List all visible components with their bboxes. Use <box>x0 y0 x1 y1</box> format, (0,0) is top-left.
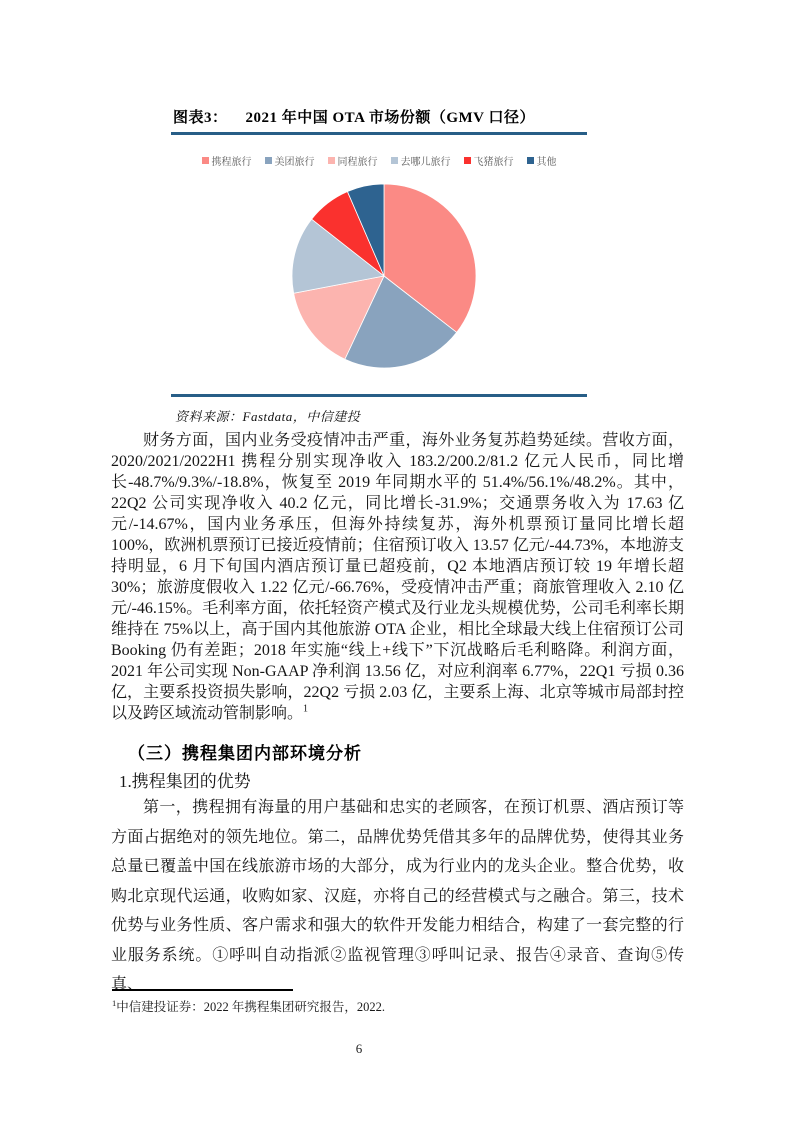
figure-title-text: 2021 年中国 OTA 市场份额（GMV 口径） <box>245 110 535 126</box>
legend-label: 其他 <box>536 157 557 168</box>
page-number: 6 <box>355 1041 363 1056</box>
legend-item-5 <box>527 153 557 168</box>
figure-block <box>171 106 587 425</box>
paragraph-financial-text: 财务方面，国内业务受疫情冲击严重，海外业务复苏趋势延续。营收方面，2020/2021/2022H1 携程分别实现净收入 183.2/200.2/81.2 亿元人民币，同比增长-48.7%/9.3%/-18.8%，恢复至 2019 年同期水平的 51.4%/56.1%/48.2%。其中，22Q2 公司实现净收入 40.2 亿元，同比增长-31.9%；交通票务收入为 17.63 亿元/-14.67%，国内业务承压，但海外持续复苏，海外机票预订量同比增长超 100%，欧洲机票预订已接近疫情前；住宿预订收入 13.57 亿元/-44.73%，本地游支持明显，6 月下旬国内酒店预订量已超疫前，Q2 本地酒店预订较 19 年增长超 30%；旅游度假收入 1.22 亿元/-66.76%，受疫情冲击严重；商旅管理收入 2.10 亿元/-46.15%。毛利率方面，依托轻资产模式及行业龙头规模优势，公司毛利率长期维持在 75%以上，高于国内其他旅游 OTA 企业，相比全球最大线上住宿预订公司 Booking 仍有差距；2018 年实施“线上+线下”下沉战略后毛利略降。利润方面，2021 年公司实现 Non-GAAP 净利润 13.56 亿，对应利润率 6.77%，22Q1 亏损 0.36 亿，主要系投资损失影响，22Q2 亏损 2.03 亿，主要系上海、北京等城市局部封控以及跨区域流动管制影响。 <box>111 432 684 722</box>
footnote <box>112 997 612 1015</box>
legend-item-4 <box>464 153 514 168</box>
pie-chart <box>289 181 479 371</box>
legend-label: 同程旅行 <box>337 157 378 168</box>
sub-heading: 1.携程集团的优势 <box>119 772 251 791</box>
legend-swatch-icon <box>328 157 335 164</box>
legend-item-1 <box>265 153 315 168</box>
footnote-divider <box>112 989 293 991</box>
figure-title <box>171 106 587 135</box>
footnote-marker: 1 <box>112 997 117 1008</box>
legend-item-0 <box>202 153 252 168</box>
footnote-reference[interactable]: 1 <box>303 703 309 715</box>
legend-item-2 <box>328 153 378 168</box>
legend-label: 飞猪旅行 <box>473 157 514 168</box>
figure-source: 资料来源：Fastdata，中信建投 <box>175 409 361 424</box>
legend-swatch-icon <box>464 157 471 164</box>
section-heading: （三）携程集团内部环境分析 <box>128 744 362 763</box>
legend-swatch-icon <box>391 157 398 164</box>
legend-swatch-icon <box>202 157 209 164</box>
chart-legend <box>171 153 587 168</box>
legend-swatch-icon <box>265 157 272 164</box>
legend-label: 携程旅行 <box>211 157 252 168</box>
legend-item-3 <box>391 153 451 168</box>
paragraph-financial <box>111 430 684 724</box>
legend-label: 美团旅行 <box>274 157 315 168</box>
pie-chart-area <box>171 135 587 397</box>
footnote-text: 中信建投证券：2022 年携程集团研究报告，2022. <box>116 1000 386 1014</box>
paragraph-advantages: 第一，携程拥有海量的用户基础和忠实的老顾客，在预订机票、酒店预订等方面占据绝对的领先地位。第二，品牌优势凭借其多年的品牌优势，使得其业务总量已覆盖中国在线旅游市场的大部分，成为行业内的龙头企业。整合优势，收购北京现代运通，收购如家、汉庭，亦将自己的经营模式与之融合。第三，技术优势与业务性质、客户需求和强大的软件开发能力相结合，构建了一套完整的行业服务系统。①呼叫自动指派②监视管理③呼叫记录、报告④录音、查询⑤传真、 <box>111 799 684 993</box>
figure-label: 图表3： <box>173 110 228 126</box>
legend-label: 去哪儿旅行 <box>400 157 451 168</box>
legend-swatch-icon <box>527 157 534 164</box>
